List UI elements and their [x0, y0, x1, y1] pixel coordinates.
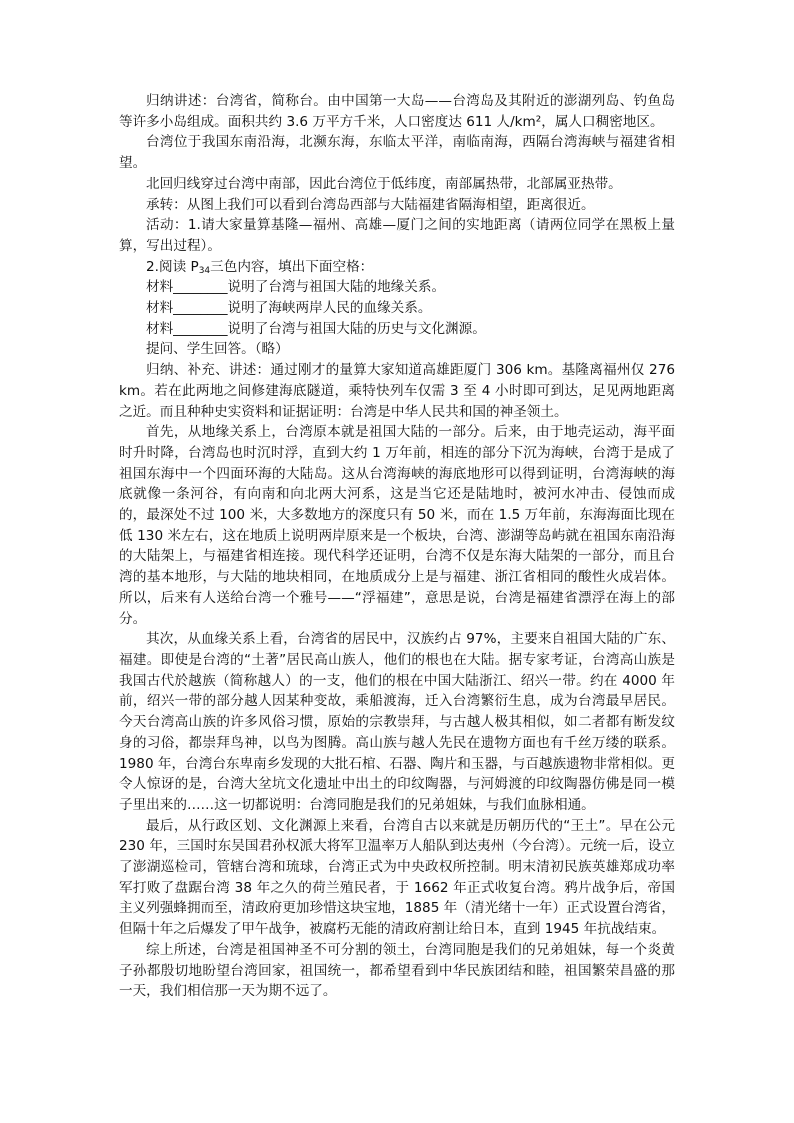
paragraph-question: 提问、学生回答。（略） — [146, 341, 289, 358]
page-subscript: 34 — [198, 265, 211, 276]
paragraph-activity-2 — [119, 257, 675, 278]
paragraph-tropic: 北回归线穿过台湾中南部，因此台湾位于低纬度，南部属热带，北部属亚热带。 — [146, 175, 622, 192]
paragraph-material-3: 材料________说明了台湾与祖国大陆的历史与文化渊源。 — [146, 320, 486, 337]
paragraph-history: 最后，从行政区划、文化渊源上来看，台湾自古以来就是历朝历代的“王土”。早在公元 230 年，三国时东吴国君孙权派大将军卫温率万人船队到达夷州（今台湾）。元统一后，设立了澎湖巡检司，管辖台湾和琉球，台湾正式为中央政权所控制。明末清初民族英雄郑成功率军打败了盘踞台湾 38 年之久的荷兰殖民者，于 1662 年正式收复台湾。鸦片战争后，帝国主义列强蜂拥而至，清政府更加珍惜这块宝地，1885 年（清光绪十一年）正式设置台湾省，但隔十年之后爆发了甲午战争，被腐朽无能的清政府割让给日本，直到 1945 年抗战结束。 — [119, 817, 675, 938]
paragraph-geography: 首先，从地缘关系上，台湾原本就是祖国大陆的一部分。后来，由于地壳运动，海平面时升时降，台湾岛也时沉时浮，直到大约 1 万年前，相连的部分下沉为海峡，台湾于是成了祖国东海中一个四面环海的大陆岛。这从台湾海峡的海底地形可以得到证明，台湾海峡的海底就像一条河谷，有向南和向北两大河系，这是当它还是陆地时，被河水冲击、侵蚀而成的，最深处不过 100 米，大多数地方的深度只有 50 米，而在 1.5 万年前，东海海面比现在低 130 米左右，这在地质上说明两岸原来是一个板块，台湾、澎湖等岛屿就在祖国东南沿海的大陆架上，与福建省相连接。现代科学还证明，台湾不仅是东海大陆架的一部分，而且台湾的基本地形，与大陆的地块相同，在地质成分上是与福建、浙江省相同的酸性火成岩体。所以，后来有人送给台湾一个雅号——“浮福建”，意思是说，台湾是福建省漂浮在海上的部分。 — [119, 424, 675, 627]
paragraph-conclusion: 综上所述，台湾是祖国神圣不可分割的领土，台湾同胞是我们的兄弟姐妹，每一个炎黄子孙都殷切地盼望台湾回家，祖国统一，都希望看到中华民族团结和睦，祖国繁荣昌盛的那一天，我们相信那一天为期不远了。 — [119, 941, 675, 1000]
paragraph-bloodline: 其次，从血缘关系上看，台湾省的居民中，汉族约占 97%，主要来自祖国大陆的广东、福建。即使是台湾的“土著”居民高山族人，他们的根也在大陆。据专家考证，台湾高山族是我国古代於越族（简称越人）的一支，他们的根在中国大陆浙江、绍兴一带。约在 4000 年前，绍兴一带的部分越人因某种变故，乘船渡海，迁入台湾繁衍生息，成为台湾最早居民。今天台湾高山族的许多风俗习惯，原始的宗教崇拜，与古越人极其相似，如二者都有断发纹身的习俗，都崇拜鸟神，以鸟为图腾。高山族与越人先民在遗物方面也有千丝万缕的联系。1980 年，台湾台东卑南乡发现的大批石棺、石器、陶片和玉器，与百越族遗物非常相似。更令人惊讶的是，台湾大坌坑文化遗址中出土的印纹陶器，与河姆渡的印纹陶器仿佛是同一模子里出来的……这一切都说明：台湾同胞是我们的兄弟姐妹，与我们血脉相通。 — [119, 631, 675, 813]
document-page — [119, 91, 675, 1002]
paragraph-location: 台湾位于我国东南沿海，北濒东海，东临太平洋，南临南海，西隔台湾海峡与福建省相望。 — [119, 134, 675, 172]
paragraph-transition: 承转：从图上我们可以看到台湾岛西部与大陆福建省隔海相望，距离很近。 — [146, 196, 595, 213]
paragraph-material-2: 材料________说明了海峡两岸人民的血缘关系。 — [146, 300, 432, 317]
activity-2-before: 2.阅读 P — [146, 258, 199, 275]
paragraph-distance-summary: 归纳、补充、讲述：通过刚才的量算大家知道高雄距厦门 306 km。基隆离福州仅 276 km。若在此两地之间修建海底隧道，乘特快列车仅需 3 至 4 小时即可到达，足见两地距离之近。而且种种史实资料和证据证明：台湾是中华人民共和国的神圣领土。 — [119, 362, 675, 420]
activity-2-after: 三色内容，填出下面空格： — [210, 258, 374, 275]
paragraph-summary-intro: 归纳讲述：台湾省，简称台。由中国第一大岛——台湾岛及其附近的澎湖列岛、钓鱼岛等许多小岛组成。面积共约 3.6 万平方千米，人口密度达 611 人/km²，属人口稠密地区。 — [119, 93, 675, 130]
paragraph-material-1: 材料________说明了台湾与祖国大陆的地缘关系。 — [146, 279, 446, 296]
paragraph-activity-1: 活动：1.请大家量算基隆—福州、高雄—厦门之间的实地距离（请两位同学在黑板上量算，写出过程）。 — [119, 217, 675, 254]
